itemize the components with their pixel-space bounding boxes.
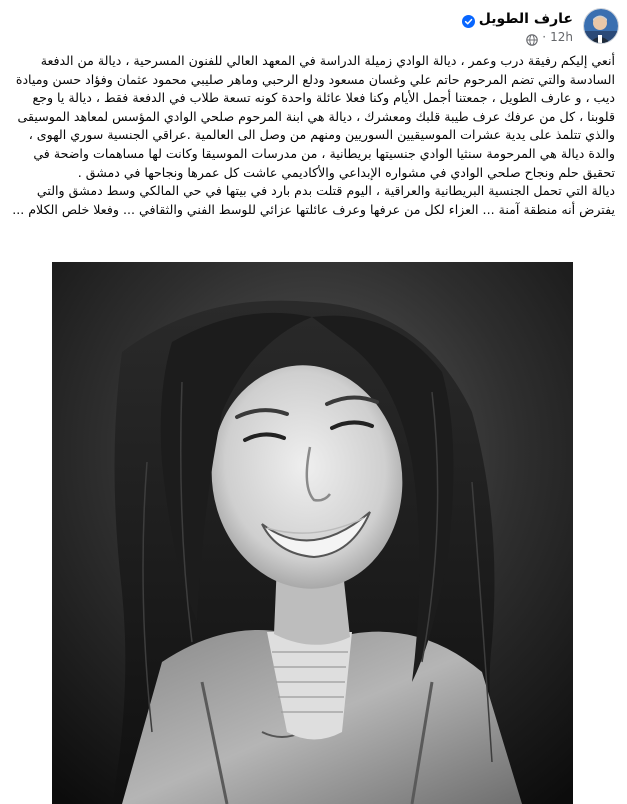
post-photo[interactable] (52, 262, 573, 804)
verified-badge-icon (462, 13, 475, 26)
post-paragraph-1: أنعي إليكم رفيقة درب وعمر ، ديالة الوادي زميلة الدراسة في المعهد العالي للفنون المسرحية ، ديالة من الدفعة السادسة والتي تضم المرحوم حاتم علي وغسان مسعود ودلع الرحبي وماهر صليبي محمود عثمان وفؤاد حسن وميادة ديب ، و عارف الطويل ، جمعتنا أجمل الأيام وكنا فعلا عائلة واحدة كونه تسعة طلاب في الدفعة فقط ، ديالة يا وجع قلوبنا ، كل من عرفك عرف طيبة قلبك ومعشرك ، ديالة هي ابنة المرحوم صلحي الوادي المؤسس لمعاهد الموسيقى والذي تتلمذ على يدية عشرات الموسيقيين السوريين ومنهم من وصل الى العالمية .عراقي الجنسية سوري الهوى ، والدة ديالة هي المرحومة سنثيا الوادي جنسيتها بريطانية ، من مدرسات الموسيقا وكانت لها مساهمات واضحة في تحقيق حلم ونجاح صلحي الوادي في مشواره الإبداعي والأكاديمي عاشت كل عمرها ونجاحها في دمشق . (15, 53, 615, 180)
post-meta (526, 30, 573, 44)
author-name-row (462, 10, 573, 28)
author-name[interactable]: عارف الطويل (478, 11, 573, 27)
post-timestamp[interactable]: 12h (550, 30, 573, 44)
author-avatar[interactable] (583, 8, 619, 44)
post-paragraph-2: ديالة التي تحمل الجنسية البريطانية والعراقية ، اليوم قتلت بدم بارد في بيتها في حي المالكي وسط دمشق والتي يفترض أنه منطقة آمنة ... العزاء لكل من عرفها وعرف عائلتها عزائي للوسط الفني والثقافي ... وفعلا خلص الكلام ... (12, 183, 615, 217)
post-body-text (12, 52, 615, 219)
meta-separator: · (542, 30, 547, 44)
portrait-photo-image (52, 262, 573, 804)
globe-icon[interactable] (526, 31, 538, 43)
person-avatar-icon (583, 9, 618, 44)
post-header (8, 8, 619, 48)
